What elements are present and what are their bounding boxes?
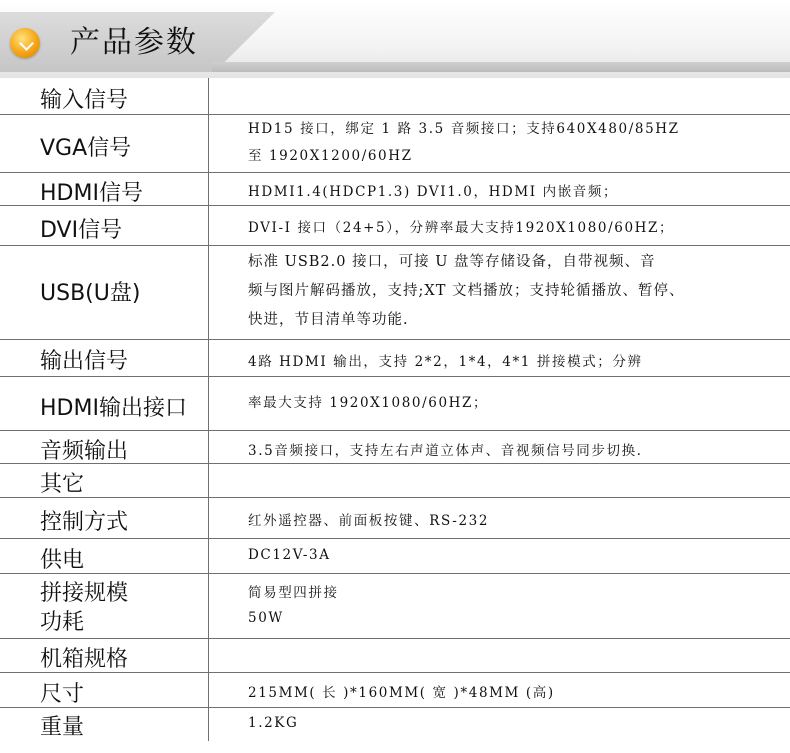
spec-label: 机箱规格 — [40, 647, 129, 672]
spec-label: DVI信号 — [40, 218, 123, 243]
spec-label: 拼接规模 — [40, 581, 129, 606]
spec-row-hdmi-output — [0, 377, 790, 431]
spec-row-output-signal — [0, 340, 790, 377]
spec-label: 控制方式 — [40, 510, 129, 535]
spec-row-dvi — [0, 206, 790, 246]
spec-row-power-supply — [0, 539, 790, 574]
spec-value: DC12V-3A — [248, 547, 331, 563]
spec-label: 输入信号 — [40, 88, 129, 113]
spec-label: 输出信号 — [40, 349, 129, 374]
spec-row-chassis — [0, 639, 790, 673]
spec-row-weight — [0, 708, 790, 741]
spec-row-vga — [0, 115, 790, 173]
spec-value: 简易型四拼接 — [248, 585, 339, 601]
spec-row-splicing-power — [0, 574, 790, 639]
spec-value: 率最大支持 1920X1080/60HZ； — [248, 395, 489, 411]
spec-label: USB(U盘) — [40, 281, 141, 306]
spec-label: HDMI信号 — [40, 181, 143, 206]
page-title: 产品参数 — [70, 25, 198, 60]
spec-label: VGA信号 — [40, 136, 132, 161]
spec-value: HD15 接口，绑定 1 路 3.5 音频接口；支持640X480/85HZ 至 1920X1200/60HZ — [248, 121, 680, 164]
spec-label: 尺寸 — [40, 682, 85, 707]
spec-value: 1.2KG — [248, 715, 299, 731]
header-divider — [212, 62, 790, 72]
spec-value: 标准 USB2.0 接口，可接 U 盘等存储设备，自带视频、音 频与图片解码播放，支持;XT 文档播放；支持轮循播放、暂停、 快进，节目清单等功能. — [248, 254, 685, 328]
spec-label: 重量 — [40, 715, 85, 740]
spec-value: 红外遥控器、前面板按键、RS-232 — [248, 513, 490, 529]
spec-row-control — [0, 498, 790, 539]
spec-row-hdmi — [0, 173, 790, 206]
spec-label: 供电 — [40, 548, 85, 573]
chevron-badge-icon — [10, 28, 40, 58]
spec-row-other — [0, 464, 790, 498]
spec-value: 215MM( 长 )*160MM( 宽 )*48MM (高) — [248, 685, 555, 701]
spec-label: HDMI输出接口 — [40, 396, 187, 421]
spec-value: HDMI1.4(HDCP1.3) DVI1.0，HDMI 内嵌音频； — [248, 184, 619, 200]
spec-label: 功耗 — [40, 610, 85, 635]
spec-value: 3.5音频接口，支持左右声道立体声、音视频信号同步切换. — [248, 443, 643, 459]
spec-row-audio-output — [0, 431, 790, 464]
spec-value: 4路 HDMI 输出，支持 2*2，1*4，4*1 拼接模式；分辨 — [248, 354, 643, 370]
spec-row-input-signal — [0, 78, 790, 115]
spec-label: 其它 — [40, 472, 85, 497]
spec-value: DVI-I 接口（24+5），分辨率最大支持1920X1080/60HZ； — [248, 220, 675, 236]
spec-row-size — [0, 673, 790, 708]
section-header — [0, 0, 790, 78]
spec-row-usb — [0, 246, 790, 340]
spec-value: 50W — [248, 610, 284, 626]
spec-label: 音频输出 — [40, 439, 129, 464]
